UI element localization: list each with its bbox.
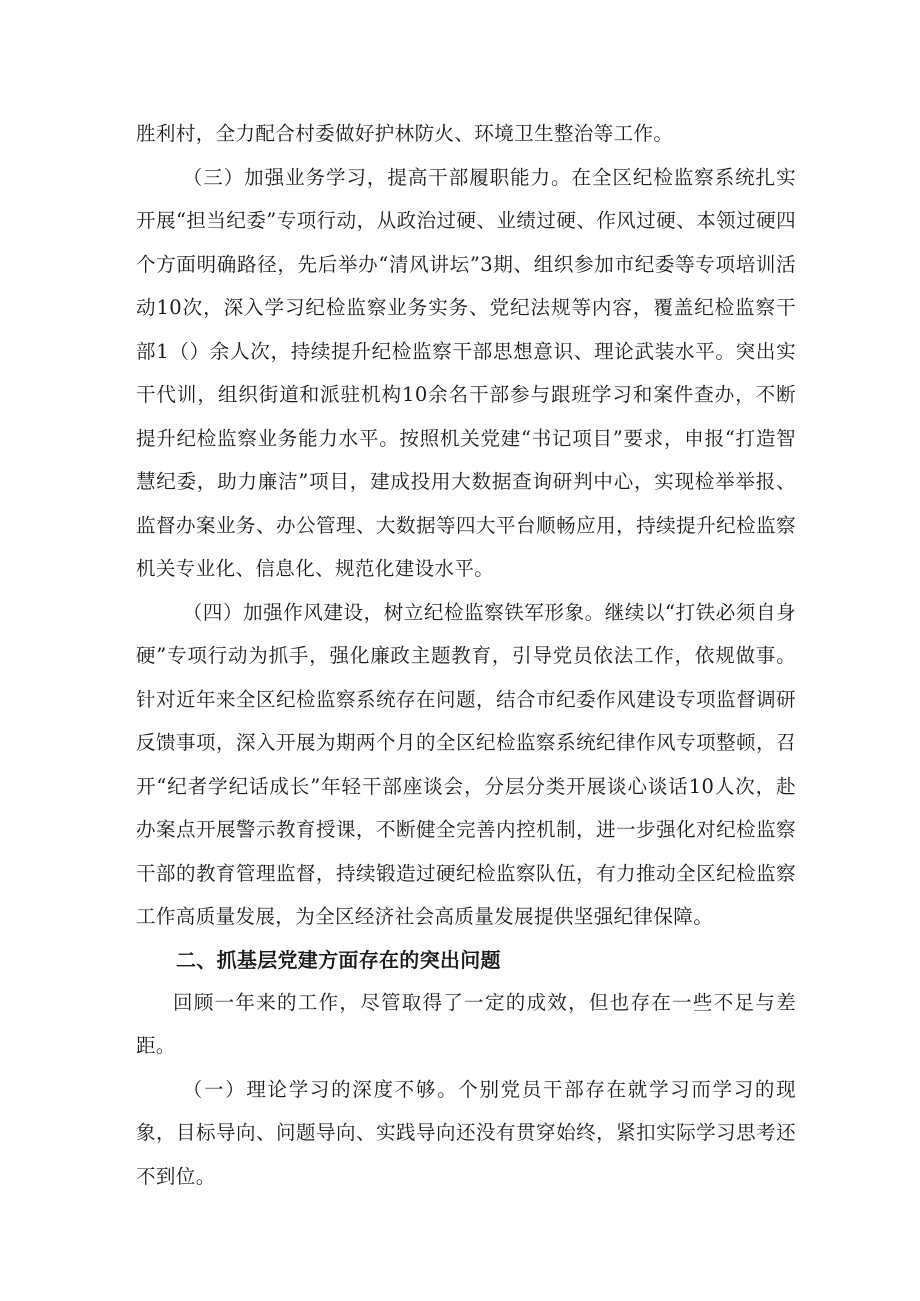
paragraph-review: 回顾一年来的工作，尽管取得了一定的成效，但也存在一些不足与差距。 <box>136 990 796 1057</box>
paragraph-problem-one: （一）理论学习的深度不够。个别党员干部存在就学习而学习的现象，目标导向、问题导向、实践导向还没有贯穿始终，紧扣实际学习思考还不到位。 <box>136 1077 796 1188</box>
paragraph-section-three: （三）加强业务学习，提高干部履职能力。在全区纪检监察系统扎实开展“担当纪委”专项行动，从政治过硬、业绩过硬、作风过硬、本领过硬四个方面明确路径，先后举办“清风讲坛”3期、组织参加市纪委等专项培训活动10次，深入学习纪检监察业务实务、党纪法规等内容，覆盖纪检监察干部1（）余人次，持续提升纪检监察干部思想意识、理论武装水平。突出实干代训，组织街道和派驻机构10余名干部参与跟班学习和案件查办，不断提升纪检监察业务能力水平。按照机关党建“书记项目”要求，申报“打造智慧纪委，助力廉洁”项目，建成投用大数据查询研判中心，实现检举举报、监督办案业务、办公管理、大数据等四大平台顺畅应用，持续提升纪检监察机关专业化、信息化、规范化建设水平。 <box>136 165 796 580</box>
paragraph-section-four: （四）加强作风建设，树立纪检监察铁军形象。继续以“打铁必须自身硬”专项行动为抓手，强化廉政主题教育，引导党员依法工作，依规做事。针对近年来全区纪检监察系统存在问题，结合市纪委作风建设专项监督调研反馈事项，深入开展为期两个月的全区纪检监察系统纪律作风专项整顿，召开“纪者学纪话成长”年轻干部座谈会，分层分类开展谈心谈话10人次，赴办案点开展警示教育授课，不断健全完善内控机制，进一步强化对纪检监察干部的教育管理监督，持续锻造过硬纪检监察队伍，有力推动全区纪检监察工作高质量发展，为全区经济社会高质量发展提供坚强纪律保障。 <box>136 600 796 928</box>
document-body <box>136 112 796 1198</box>
section-heading: 二、抓基层党建方面存在的突出问题 <box>176 947 501 972</box>
paragraph-continuation: 胜利村，全力配合村委做好护林防火、环境卫生整治等工作。 <box>136 122 674 145</box>
